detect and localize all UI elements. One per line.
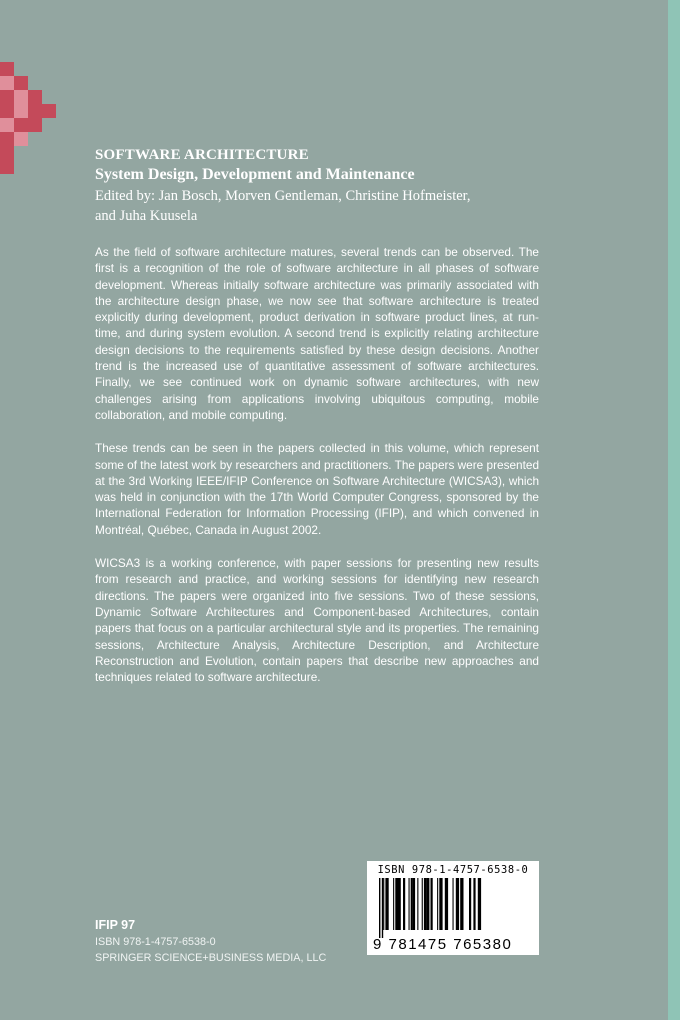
editors-line-2: and Juha Kuusela — [95, 208, 198, 224]
barcode-guard-bar — [379, 878, 380, 938]
barcode-bar — [456, 878, 458, 930]
barcode-bar — [478, 878, 481, 930]
barcode-bar — [413, 878, 415, 930]
publisher-name: SPRINGER SCIENCE+BUSINESS MEDIA, LLC — [95, 952, 327, 964]
barcode-bar — [437, 878, 438, 930]
barcode-bar — [403, 878, 405, 930]
barcode-bar — [453, 878, 454, 930]
barcode-bar — [460, 878, 463, 930]
footer-isbn: ISBN 978-1-4757-6538-0 — [95, 936, 216, 948]
editors-line-1: Edited by: Jan Bosch, Morven Gentleman, Christine Hofmeister, — [95, 188, 471, 204]
blurb-paragraph-3: WICSA3 is a working conference, with paper sessions for presenting new results from research and practice, and working sessions for identifying new research directions. The papers were organized into five sessions. Two of these sessions, Dynamic Software Architectures and Component-based Architectures, contain papers that focus on a particular architectural style and its properties. The remaining sessions, Architecture Analysis, Architecture Description, and Architecture Reconstruction and Evolution, contain papers that describe new approaches and techniques related to software architecture. — [95, 556, 539, 685]
spine-strip — [668, 0, 680, 1020]
barcode-bar — [475, 878, 476, 930]
barcode-bar — [439, 878, 441, 930]
barcode-digits: 9 781475 765380 — [373, 936, 513, 953]
barcode-bar — [411, 878, 413, 930]
barcode-bar — [417, 878, 418, 930]
book-subtitle: System Design, Development and Maintenance — [95, 166, 415, 183]
title-block — [95, 146, 575, 226]
barcode-box — [367, 861, 539, 955]
barcode-bar — [422, 878, 423, 930]
barcode-bar — [398, 878, 401, 930]
barcode-bar — [424, 878, 426, 930]
barcode-bar — [442, 878, 443, 930]
barcode-guard-bar — [382, 878, 383, 938]
editors — [95, 186, 575, 226]
barcode-bar — [426, 878, 429, 930]
barcode-bar — [458, 878, 459, 930]
barcode-bar — [385, 878, 388, 930]
barcode-bar — [431, 878, 433, 930]
barcode-bar — [469, 878, 471, 930]
barcode-bar — [395, 878, 397, 930]
footer-block — [95, 917, 326, 966]
barcode-bar — [409, 878, 410, 930]
series-number: IFIP 97 — [95, 918, 136, 932]
barcode-isbn-label: ISBN 978-1-4757-6538-0 — [377, 864, 529, 876]
barcode-bar — [383, 878, 384, 930]
blurb-paragraph-1: As the field of software architecture matures, several trends can be observed. The first is a recognition of the role of software architecture in all phases of software development. Whereas initially software architecture was primarily associated with the architecture design phase, we now see that software architecture is treated explicitly during development, product derivation in software product lines, at run-time, and during system evolution. A second trend is explicitly relating architecture design decisions to the requirements satisfied by these design decisions. Another trend is the increased use of quantitative assessment of software architectures. Finally, we see continued work on dynamic software architectures, with new challenges arising from applications involving ubiquitous computing, mobile collaboration, and mobile computing. — [95, 245, 539, 422]
barcode-bar — [393, 878, 394, 930]
blurb-text — [95, 244, 539, 702]
barcode-icon — [375, 878, 535, 938]
barcode-bar — [445, 878, 448, 930]
series-title: SOFTWARE ARCHITECTURE — [95, 147, 309, 163]
barcode-bar — [473, 878, 474, 930]
blurb-paragraph-2: These trends can be seen in the papers collected in this volume, which represent some of the latest work by researchers and practitioners. The papers were presented at the 3rd Working IEEE/IFIP Conference on Software Architecture (WICSA3), which was held in conjunction with the 17th World Computer Congress, sponsored by the International Federation for Information Processing (IFIP), and which convened in Montréal, Québec, Canada in August 2002. — [95, 441, 539, 537]
